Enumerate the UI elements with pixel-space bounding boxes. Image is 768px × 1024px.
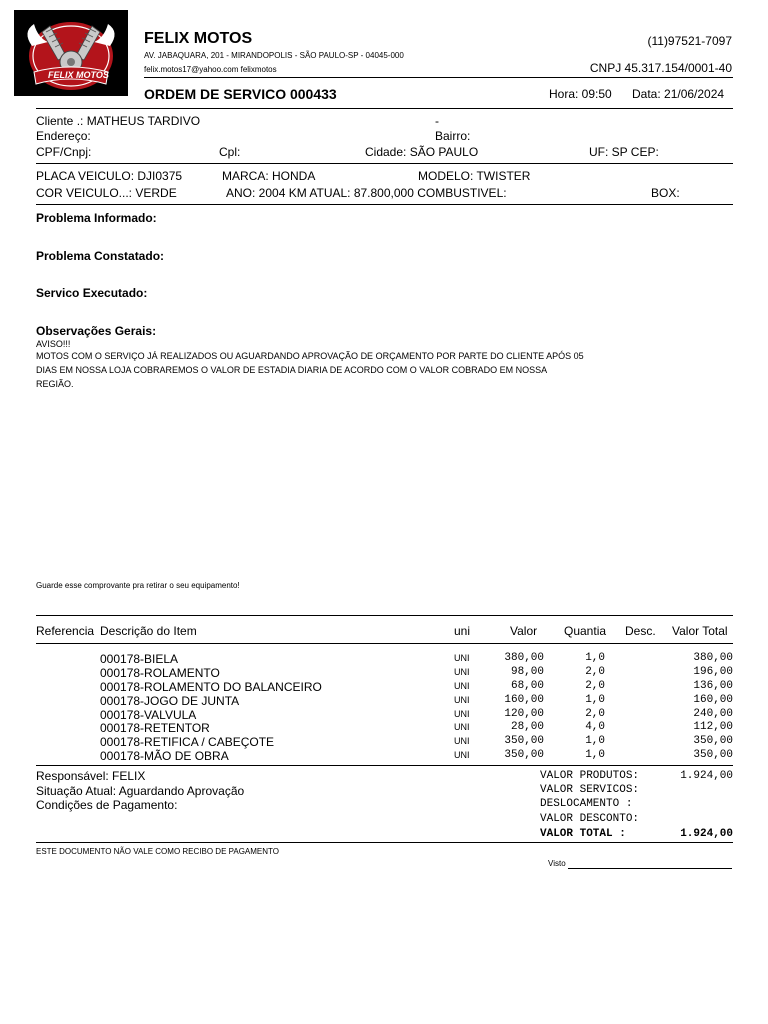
col-header-total: Valor Total [672, 624, 728, 638]
aviso-line: MOTOS COM O SERVIÇO JÁ REALIZADOS OU AGUARDANDO APROVAÇÃO DE ORÇAMENTO POR PARTE DO CLIENTE APÓS 05 [36, 351, 584, 361]
order-title: ORDEM DE SERVICO 000433 [144, 86, 337, 102]
valor-servicos-label: VALOR SERVICOS: [540, 784, 640, 796]
item-qtd: 1,0 [585, 735, 605, 747]
divider [36, 765, 733, 766]
aviso-line: DIAS EM NOSSA LOJA COBRAREMOS O VALOR DE ESTADIA DIARIA DE ACORDO COM O VALOR COBRADO EM NOSSA [36, 365, 548, 375]
vehicle-box: BOX: [651, 186, 680, 200]
item-uni: UNI [454, 750, 470, 760]
item-valor: 350,00 [504, 735, 544, 747]
divider [36, 204, 733, 205]
client-cpl: Cpl: [219, 145, 241, 159]
company-phone: (11)97521-7097 [647, 34, 732, 48]
table-row [36, 652, 733, 666]
client-dash: - [435, 114, 439, 128]
problema-informado-label: Problema Informado: [36, 211, 157, 225]
item-desc: 000178-RETENTOR [100, 721, 210, 735]
table-row [36, 708, 733, 722]
item-desc: 000178-MÃO DE OBRA [100, 749, 229, 763]
order-hora: Hora: 09:50 [549, 87, 612, 101]
aviso-line: REGIÃO. [36, 379, 74, 389]
valor-total-value: 1.924,00 [680, 828, 733, 840]
table-row [36, 666, 733, 680]
company-logo [14, 10, 128, 96]
item-uni: UNI [454, 695, 470, 705]
vehicle-modelo: MODELO: TWISTER [418, 169, 531, 183]
aviso-title: AVISO!!! [36, 339, 71, 349]
observacoes-label: Observações Gerais: [36, 324, 157, 338]
divider [36, 615, 733, 616]
responsavel: Responsável: FELIX [36, 769, 146, 783]
col-header-referencia: Referencia [36, 624, 95, 638]
item-total: 380,00 [693, 652, 733, 664]
table-row [36, 721, 733, 735]
item-uni: UNI [454, 709, 470, 719]
item-total: 350,00 [693, 735, 733, 747]
table-row [36, 694, 733, 708]
col-header-valor: Valor [510, 624, 538, 638]
deslocamento-label: DESLOCAMENTO : [540, 798, 633, 810]
table-row [36, 749, 733, 763]
col-header-uni: uni [454, 624, 471, 638]
col-header-quantia: Quantia [564, 624, 607, 638]
col-header-desc: Desc. [625, 624, 656, 638]
vehicle-placa: PLACA VEICULO: DJI0375 [36, 169, 183, 183]
item-desc: 000178-VALVULA [100, 708, 197, 722]
item-total: 240,00 [693, 708, 733, 720]
item-valor: 98,00 [510, 666, 544, 678]
table-row [36, 680, 733, 694]
valor-produtos-label: VALOR PRODUTOS: [540, 770, 640, 782]
item-total: 160,00 [693, 694, 733, 706]
situacao-atual: Situação Atual: Aguardando Aprovação [36, 784, 245, 798]
visto-label: Visto [548, 859, 566, 868]
valor-desconto-label: VALOR DESCONTO: [540, 813, 640, 825]
condicoes-pagamento: Condições de Pagamento: [36, 798, 178, 812]
vehicle-marca: MARCA: HONDA [222, 169, 316, 183]
nao-vale-recibo: ESTE DOCUMENTO NÃO VALE COMO RECIBO DE PAGAMENTO [36, 847, 279, 856]
item-qtd: 2,0 [585, 666, 605, 678]
item-valor: 380,00 [504, 652, 544, 664]
client-name: Cliente .: MATHEUS TARDIVO [36, 114, 201, 128]
item-valor: 68,00 [510, 680, 544, 692]
item-qtd: 1,0 [585, 694, 605, 706]
vehicle-cor: COR VEICULO...: VERDE [36, 186, 177, 200]
item-valor: 28,00 [510, 721, 544, 733]
item-total: 112,00 [693, 721, 733, 733]
company-cnpj: CNPJ 45.317.154/0001-40 [589, 61, 732, 75]
divider [36, 108, 733, 109]
item-desc: 000178-JOGO DE JUNTA [100, 694, 240, 708]
item-qtd: 1,0 [585, 749, 605, 761]
item-qtd: 1,0 [585, 652, 605, 664]
item-valor: 120,00 [504, 708, 544, 720]
item-uni: UNI [454, 722, 470, 732]
engine-logo-icon [14, 10, 128, 96]
visto-signature-line [568, 868, 732, 869]
item-uni: UNI [454, 667, 470, 677]
item-desc: 000178-BIELA [100, 652, 179, 666]
item-uni: UNI [454, 736, 470, 746]
item-qtd: 2,0 [585, 680, 605, 692]
client-cidade: Cidade: SÃO PAULO [365, 145, 479, 159]
col-header-descricao: Descrição do Item [100, 624, 197, 638]
valor-total-label: VALOR TOTAL : [540, 828, 626, 840]
table-row [36, 735, 733, 749]
vehicle-ano-km: ANO: 2004 KM ATUAL: 87.800,000 COMBUSTIVEL: [226, 186, 507, 200]
client-cpf: CPF/Cnpj: [36, 145, 92, 159]
order-data: Data: 21/06/2024 [632, 87, 725, 101]
valor-produtos-value: 1.924,00 [680, 770, 733, 782]
company-address: AV. JABAQUARA, 201 - MIRANDOPOLIS - SÃO PAULO-SP - 04045-000 [144, 51, 404, 60]
divider [36, 643, 733, 644]
item-total: 350,00 [693, 749, 733, 761]
item-total: 196,00 [693, 666, 733, 678]
divider [36, 163, 733, 164]
item-uni: UNI [454, 681, 470, 691]
logo-text: FELIX MOTOS [48, 70, 109, 80]
item-valor: 350,00 [504, 749, 544, 761]
divider [144, 77, 733, 78]
item-desc: 000178-ROLAMENTO DO BALANCEIRO [100, 680, 322, 694]
guarde-note: Guarde esse comprovante pra retirar o seu equipamento! [36, 581, 240, 590]
item-desc: 000178-ROLAMENTO [100, 666, 220, 680]
item-uni: UNI [454, 653, 470, 663]
client-endereco: Endereço: [36, 129, 91, 143]
client-bairro: Bairro: [435, 129, 471, 143]
company-name: FELIX MOTOS [144, 30, 253, 47]
item-qtd: 4,0 [585, 721, 605, 733]
item-desc: 000178-RETIFICA / CABEÇOTE [100, 735, 275, 749]
item-qtd: 2,0 [585, 708, 605, 720]
divider [36, 842, 733, 843]
problema-constatado-label: Problema Constatado: [36, 249, 165, 263]
servico-executado-label: Servico Executado: [36, 286, 148, 300]
item-total: 136,00 [693, 680, 733, 692]
item-valor: 160,00 [504, 694, 544, 706]
client-uf: UF: SP CEP: [589, 145, 659, 159]
company-contact: felix.motos17@yahoo.com felixmotos [144, 65, 277, 74]
